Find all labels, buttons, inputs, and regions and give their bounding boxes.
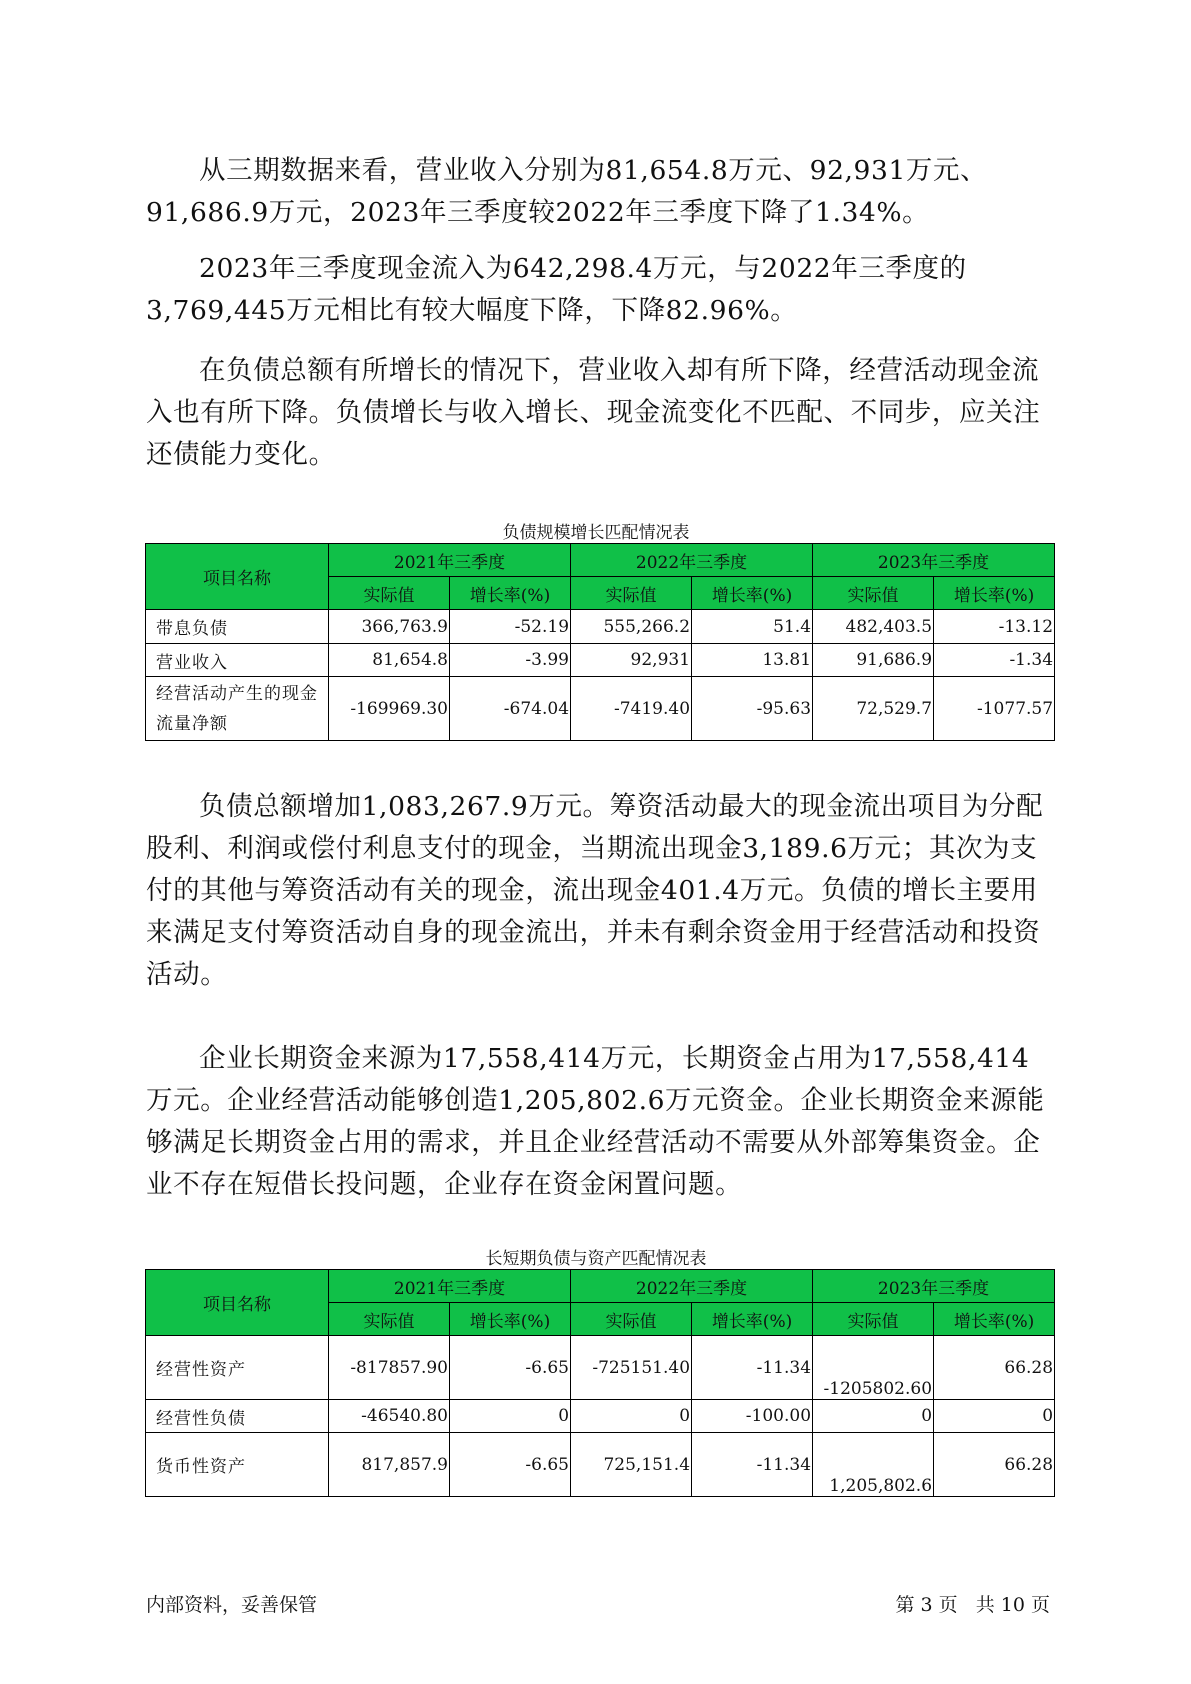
paragraph-debt-growth: 在负债总额有所增长的情况下，营业收入却有所下降，经营活动现金流入也有所下降。负债增长与收入增长、现金流变化不匹配、不同步，应关注还债能力变化。 (146, 355, 1041, 470)
footer-confidential-note: 内部资料，妥善保管 (146, 1594, 318, 1616)
table2-header-item: 项目名称 (146, 1270, 329, 1336)
table-cell: -11.34 (692, 1433, 813, 1497)
table-cell: -1205802.60 (813, 1336, 934, 1400)
table-cell: 66.28 (934, 1336, 1055, 1400)
table1-subheader-growth: 增长率(%) (450, 577, 571, 610)
table1-subheader-growth: 增长率(%) (934, 577, 1055, 610)
table-row (146, 644, 1055, 677)
table-cell: 72,529.7 (813, 677, 934, 741)
table-cell: 81,654.8 (329, 644, 450, 677)
table-cell: -13.12 (934, 610, 1055, 644)
table-asset-liability-match (145, 1269, 1055, 1497)
footer-page-number: 第 3 页 共 10 页 (895, 1594, 1050, 1616)
table2-header-period-2022: 2022年三季度 (571, 1270, 813, 1303)
table-row (146, 1400, 1055, 1433)
table-cell: 0 (450, 1400, 571, 1433)
table2-header-period-2021: 2021年三季度 (329, 1270, 571, 1303)
table-cell: 817,857.9 (329, 1433, 450, 1497)
paragraph-revenue: 从三期数据来看，营业收入分别为81,654.8万元、92,931万元、91,686.9万元，2023年三季度较2022年三季度下降了1.34%。 (146, 155, 988, 228)
table1-subheader-growth: 增长率(%) (692, 577, 813, 610)
table-cell: -95.63 (692, 677, 813, 741)
table-cell: 0 (934, 1400, 1055, 1433)
table1-header-period-2021: 2021年三季度 (329, 544, 571, 577)
table2-subheader-actual: 实际值 (813, 1303, 934, 1336)
row-label: 货币性资产 (146, 1433, 329, 1497)
table-cell: -11.34 (692, 1336, 813, 1400)
paragraph-cash-inflow: 2023年三季度现金流入为642,298.4万元，与2022年三季度的3,769,445万元相比有较大幅度下降，下降82.96%。 (146, 253, 967, 326)
paragraph-long-term-capital: 企业长期资金来源为17,558,414万元，长期资金占用为17,558,414万元。企业经营活动能够创造1,205,802.6万元资金。企业长期资金来源能够满足长期资金占用的需求，并且企业经营活动不需要从外部筹集资金。企业不存在短借长投问题，企业存在资金闲置问题。 (146, 1043, 1045, 1200)
table2-subheader-actual: 实际值 (571, 1303, 692, 1336)
row-label: 带息负债 (146, 610, 329, 644)
table-cell: -3.99 (450, 644, 571, 677)
table-cell: 51.4 (692, 610, 813, 644)
row-label: 经营活动产生的现金流量净额 (146, 677, 329, 741)
table-row (146, 677, 1055, 741)
table-cell: -7419.40 (571, 677, 692, 741)
table-cell: 13.81 (692, 644, 813, 677)
table-cell: 0 (571, 1400, 692, 1433)
table-row (146, 1433, 1055, 1497)
table1-header-period-2022: 2022年三季度 (571, 544, 813, 577)
row-label: 经营性资产 (146, 1336, 329, 1400)
table-cell: -46540.80 (329, 1400, 450, 1433)
table-cell: -169969.30 (329, 677, 450, 741)
table-cell: 366,763.9 (329, 610, 450, 644)
table2-header-period-2023: 2023年三季度 (813, 1270, 1055, 1303)
table2-subheader-growth: 增长率(%) (692, 1303, 813, 1336)
table-debt-scale (145, 543, 1055, 741)
table-cell: 482,403.5 (813, 610, 934, 644)
table-cell: 92,931 (571, 644, 692, 677)
table1-subheader-actual: 实际值 (571, 577, 692, 610)
table-cell: -52.19 (450, 610, 571, 644)
table2-subheader-actual: 实际值 (329, 1303, 450, 1336)
table-cell: 66.28 (934, 1433, 1055, 1497)
table-cell: -674.04 (450, 677, 571, 741)
table-cell: -817857.90 (329, 1336, 450, 1400)
table-cell: -100.00 (692, 1400, 813, 1433)
row-label: 营业收入 (146, 644, 329, 677)
table-cell: 1,205,802.6 (813, 1433, 934, 1497)
table-cell: 555,266.2 (571, 610, 692, 644)
row-label: 经营性负债 (146, 1400, 329, 1433)
table-cell: -1077.57 (934, 677, 1055, 741)
table-cell: -725151.40 (571, 1336, 692, 1400)
table1-subheader-actual: 实际值 (813, 577, 934, 610)
table2-subheader-growth: 增长率(%) (450, 1303, 571, 1336)
table-row (146, 610, 1055, 644)
table2-subheader-growth: 增长率(%) (934, 1303, 1055, 1336)
table-cell: 725,151.4 (571, 1433, 692, 1497)
table1-subheader-actual: 实际值 (329, 577, 450, 610)
table1-caption: 负债规模增长匹配情况表 (502, 523, 690, 543)
paragraph-debt-increase: 负债总额增加1,083,267.9万元。筹资活动最大的现金流出项目为分配股利、利润或偿付利息支付的现金，当期流出现金3,189.6万元；其次为支付的其他与筹资活动有关的现金，流出现金401.4万元。负债的增长主要用来满足支付筹资活动自身的现金流出，并未有剩余资金用于经营活动和投资活动。 (146, 791, 1044, 990)
table-cell: 91,686.9 (813, 644, 934, 677)
table-cell: -1.34 (934, 644, 1055, 677)
table1-header-item: 项目名称 (146, 544, 329, 610)
table-cell: -6.65 (450, 1336, 571, 1400)
table-row (146, 1336, 1055, 1400)
table-cell: 0 (813, 1400, 934, 1433)
table1-header-period-2023: 2023年三季度 (813, 544, 1055, 577)
table2-caption: 长短期负债与资产匹配情况表 (485, 1249, 707, 1269)
table-cell: -6.65 (450, 1433, 571, 1497)
